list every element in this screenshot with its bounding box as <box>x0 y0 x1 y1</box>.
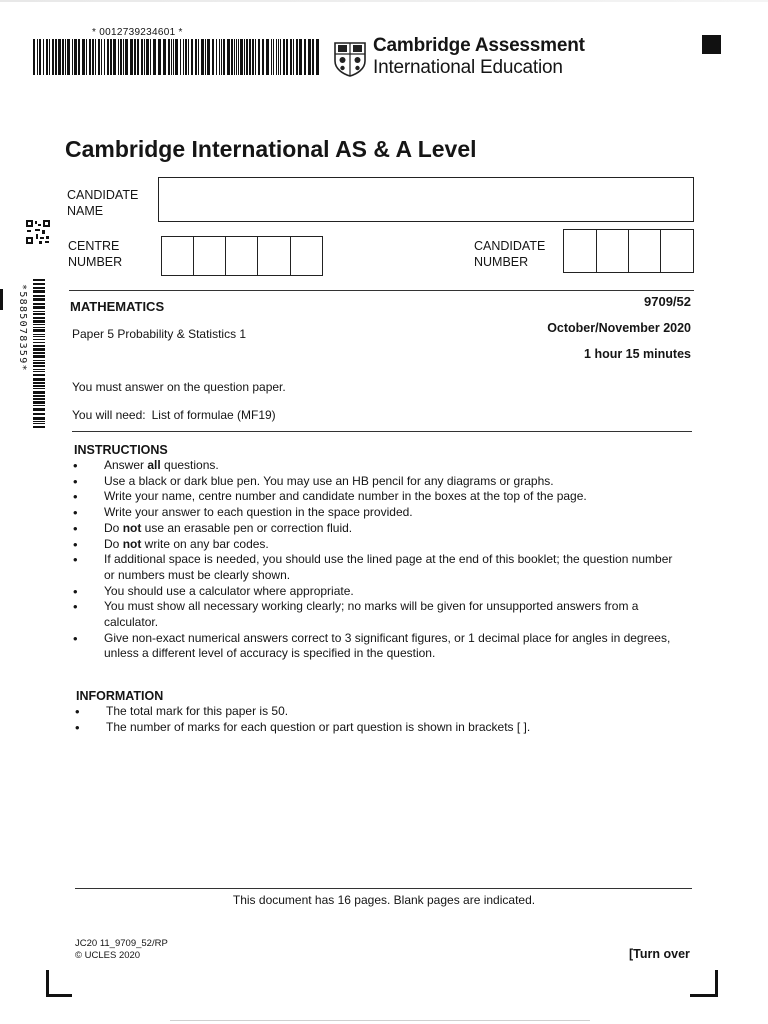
list-item: • If additional space is needed, you should use the lined page at the end of this booklet; the question number or numbers must be clearly shown. <box>73 552 683 583</box>
candidate-number-cell-divider <box>596 230 597 272</box>
list-item: • Give non-exact numerical answers correct to 3 significant figures, or 1 decimal place for angles in degrees, unless a different level of accuracy is specified in the question. <box>73 631 683 662</box>
instructions-list <box>73 458 683 662</box>
centre-number-cell-divider <box>193 237 194 275</box>
list-item: • Use a black or dark blue pen. You may use an HB pencil for any diagrams or graphs. <box>73 474 683 490</box>
copyright-notice: © UCLES 2020 <box>75 950 141 961</box>
instructions-heading: INSTRUCTIONS <box>74 443 168 457</box>
registration-mark <box>702 35 721 54</box>
information-list <box>75 704 685 735</box>
list-item: • You should use a calculator where appropriate. <box>73 584 683 600</box>
candidate-number-label: CANDIDATE NUMBER <box>474 239 546 269</box>
crop-mark-left <box>46 994 72 997</box>
centre-number-field[interactable] <box>161 236 323 276</box>
barcode-number: * 0012739234601 * <box>92 27 183 38</box>
list-item: • The total mark for this paper is 50. <box>75 704 685 720</box>
margin-tick <box>0 289 3 310</box>
divider <box>75 888 692 889</box>
page-top-edge <box>0 0 768 2</box>
candidate-name-field[interactable] <box>158 177 694 222</box>
list-item: • Do not use an erasable pen or correction fluid. <box>73 521 683 537</box>
cambridge-crest-icon <box>333 41 367 77</box>
materials-needed <box>72 408 276 422</box>
subject-title: MATHEMATICS <box>70 299 165 314</box>
logo-subtitle: International Education <box>373 57 563 78</box>
answer-instruction: You must answer on the question paper. <box>72 380 286 394</box>
list-item: • The number of marks for each question or part question is shown in brackets [ ]. <box>75 720 685 736</box>
instruction-text: Answer all questions. <box>104 458 219 472</box>
centre-number-cell-divider <box>290 237 291 275</box>
candidate-number-cell-divider <box>628 230 629 272</box>
divider <box>69 290 694 291</box>
list-item: • Write your name, centre number and candidate number in the boxes at the top of the page. <box>73 489 683 505</box>
exam-session: October/November 2020 <box>547 321 691 335</box>
candidate-number-cell-divider <box>660 230 661 272</box>
list-item: • Write your answer to each question in the space provided. <box>73 505 683 521</box>
candidate-name-label: CANDIDATE NAME <box>67 188 139 218</box>
list-item: • Do not write on any bar codes. <box>73 537 683 553</box>
divider <box>72 431 692 432</box>
logo-title: Cambridge Assessment <box>373 35 585 56</box>
centre-number-label: CENTRE NUMBER <box>68 239 123 269</box>
crop-mark-right <box>690 994 718 997</box>
qr-code-icon <box>25 219 51 245</box>
paper-code: 9709/52 <box>644 294 691 309</box>
side-code-number: *5885078359* <box>17 284 28 372</box>
materials-value: List of formulae (MF19) <box>151 408 276 422</box>
materials-label: You will need: <box>72 408 146 422</box>
list-item <box>73 458 683 474</box>
centre-number-cell-divider <box>225 237 226 275</box>
page-bottom-edge <box>170 1020 590 1021</box>
list-item: • You must show all necessary working clearly; no marks will be given for unsupported answers from a calculator. <box>73 599 683 630</box>
paper-title: Paper 5 Probability & Statistics 1 <box>72 327 247 341</box>
exam-duration: 1 hour 15 minutes <box>584 347 691 361</box>
turn-over-note: [Turn over <box>629 947 690 961</box>
side-barcode-icon <box>33 279 45 429</box>
crop-mark-left <box>46 970 49 997</box>
document-reference: JC20 11_9709_52/RP <box>75 938 168 949</box>
barcode-icon <box>33 39 323 75</box>
information-heading: INFORMATION <box>76 689 164 703</box>
page-count-note: This document has 16 pages. Blank pages are indicated. <box>232 893 536 907</box>
candidate-number-field[interactable] <box>563 229 694 273</box>
crop-mark-right <box>715 970 718 997</box>
centre-number-cell-divider <box>257 237 258 275</box>
page-title: Cambridge International AS & A Level <box>65 136 477 162</box>
